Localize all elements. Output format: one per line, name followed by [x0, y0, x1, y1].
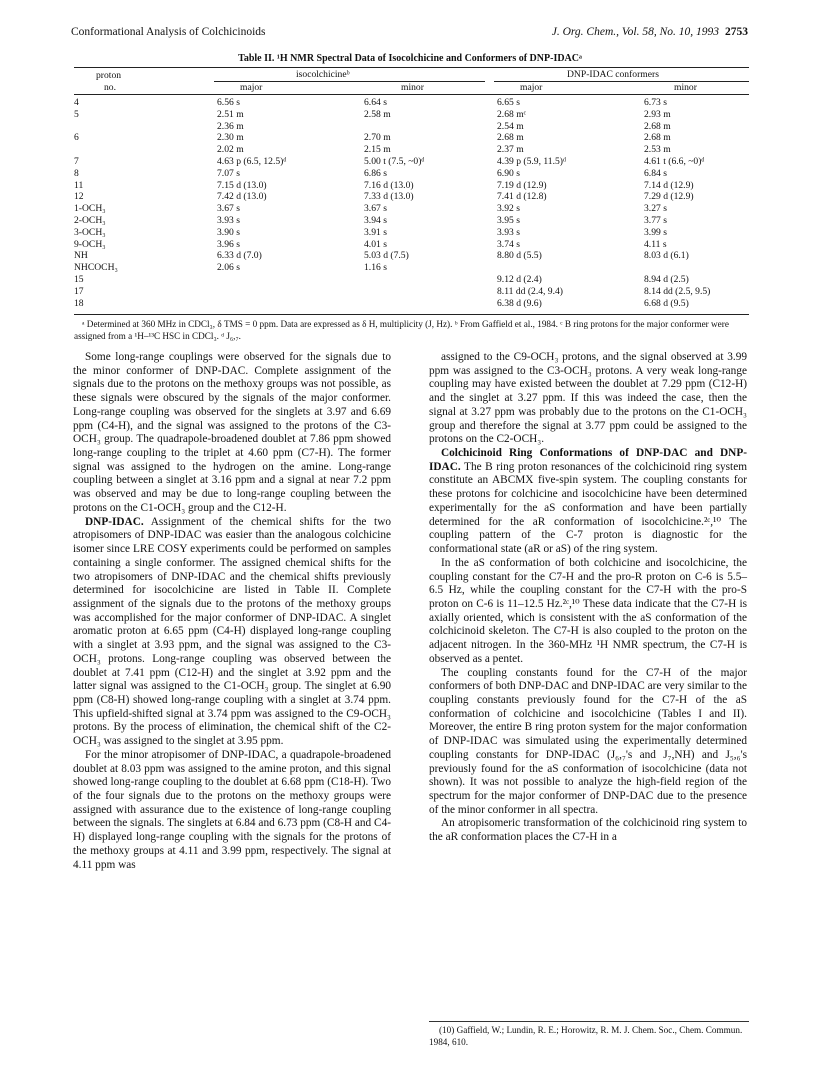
header-proton: proton: [96, 70, 122, 81]
cell-dnp-minor: 4.11 s: [644, 238, 667, 250]
cell-dnp-minor: 3.99 s: [644, 226, 667, 238]
cell-iso-major: 2.51 m: [217, 108, 244, 120]
cell-proton: 1-OCH₃: [74, 203, 106, 215]
cell-dnp-major: 4.39 p (5.9, 11.5)ᵈ: [497, 156, 566, 167]
journal-citation: J. Org. Chem., Vol. 58, No. 10, 1993: [551, 26, 719, 38]
header-proton-no: no.: [104, 82, 116, 93]
cell-iso-major: 3.93 s: [217, 215, 240, 226]
table-footnote: ᵃ Determined at 360 MHz in CDCl₃, δ TMS = 0 ppm. Data are expressed as δ H, multiplicity (J, Hz). ᵇ From Gaffield et al., 1984. ᶜ B ring protons for the major conformer were assigned from a ¹H–¹³C HSC in CDCl₃. ᵈ J₆,₇.: [74, 319, 729, 341]
cell-dnp-minor: 2.68 m: [644, 132, 671, 144]
cell-iso-minor: 2.15 m: [364, 144, 391, 156]
cell-dnp-minor: 3.27 s: [644, 203, 667, 215]
cell-proton: 6: [74, 132, 79, 144]
cell-iso-major: 3.90 s: [217, 226, 240, 238]
right-column: [429, 351, 747, 845]
cell-iso-minor: 3.91 s: [364, 226, 387, 238]
cell-proton: 5: [74, 108, 79, 120]
cell-dnp-major: 3.93 s: [497, 226, 520, 238]
header-rule: [74, 94, 749, 95]
cell-iso-minor: 7.16 d (13.0): [364, 179, 414, 191]
cell-iso-minor: 7.33 d (13.0): [364, 191, 414, 203]
cell-dnp-major: 3.74 s: [497, 238, 520, 250]
cell-dnp-major: 6.38 d (9.6): [497, 297, 542, 309]
cell-proton: 17: [74, 285, 84, 297]
cell-dnp-minor: 2.93 m: [644, 108, 671, 120]
cell-proton: 15: [74, 274, 84, 285]
cell-dnp-major: 2.68 m: [497, 132, 524, 144]
cell-iso-minor: 2.70 m: [364, 132, 391, 144]
cell-proton: 4: [74, 97, 79, 108]
left-column: [73, 351, 391, 872]
cell-iso-major: 6.33 d (7.0): [217, 250, 262, 262]
cell-dnp-major: 8.80 d (5.5): [497, 250, 542, 262]
cell-iso-minor: 5.00 t (7.5, ~0)ᵈ: [364, 156, 425, 167]
cell-dnp-major: 7.19 d (12.9): [497, 179, 547, 191]
cell-iso-major: 2.02 m: [217, 144, 244, 156]
paragraph-text: The coupling constants found for the C7-H of the major conformers of both DNP-DAC and DNP-IDAC are very similar to the coupling constants previously found for the C7-H of the aS conformation of colchicine and isocolchicine (Tables I and II). Moreover, the entire B ring proton system for the major conformation of DNP-IDAC was simulated using the experimentally determined coupling constants for DNP-IDAC (J₆,₇'s and J₇,NH) and J₅,₆'s previously found for the aS conformation of isocolchicine (data not shown). It was not possible to analyze the high-field region of the spectrum for the major conformer of DNP-DAC due to the presence of the minor conformer in all spectra.: [429, 666, 747, 816]
cell-dnp-minor: 2.53 m: [644, 144, 671, 156]
cell-iso-minor: 3.67 s: [364, 203, 387, 215]
cell-proton: 11: [74, 179, 84, 191]
paragraph-text: For the minor atropisomer of DNP-IDAC, a quadrapole-broadened doublet at 8.03 ppm was assigned to the amine proton, and this signal showed long-range coupling to the doublet at 6.68 ppm (C18-H). Two of the four signals due to the protons on the methoxy groups were assigned with assurance due to the existence of long-range coupling between the signals. The singlets at 6.84 and 6.73 ppm (C8-H and C4-H) displayed long-range coupling with the signals for the protons of the methoxy groups at 4.11 and 3.99 ppm, respectively. The signal at 4.11 ppm was: [73, 748, 391, 871]
section-heading: DNP-IDAC.: [85, 515, 144, 528]
cell-iso-minor: 3.94 s: [364, 215, 387, 226]
paragraph: [429, 667, 747, 818]
cell-dnp-major: 2.37 m: [497, 144, 524, 156]
cell-proton: 12: [74, 191, 84, 203]
header-major-dnp: major: [520, 82, 543, 93]
cell-dnp-major: 6.90 s: [497, 167, 520, 179]
header-major-iso: major: [240, 82, 263, 93]
cell-dnp-minor: 2.68 m: [644, 120, 671, 132]
cell-iso-major: 7.07 s: [217, 167, 240, 179]
cell-proton: 9-OCH₃: [74, 238, 106, 250]
cell-iso-major: 2.30 m: [217, 132, 244, 144]
cell-iso-major: 2.06 s: [217, 262, 240, 274]
table-bottom-rule: [74, 314, 749, 315]
cell-dnp-minor: 7.29 d (12.9): [644, 191, 694, 203]
section-heading: Colchicinoid Ring Conformations of DNP-DAC and DNP-IDAC.: [429, 447, 747, 473]
cell-iso-major: 3.96 s: [217, 238, 240, 250]
paragraph: [429, 351, 747, 447]
table-title: Table II. ¹H NMR Spectral Data of Isocolchicine and Conformers of DNP-IDACᵃ: [238, 53, 582, 64]
cell-dnp-minor: 6.68 d (9.5): [644, 297, 689, 309]
cell-dnp-major: 6.65 s: [497, 97, 520, 108]
reference-10: (10) Gaffield, W.; Lundin, R. E.; Horowitz, R. M. J. Chem. Soc., Chem. Commun. 1984, 610.: [429, 1025, 743, 1047]
cell-dnp-minor: 8.14 dd (2.5, 9.5): [644, 285, 711, 297]
cell-proton: 18: [74, 297, 84, 309]
cell-dnp-major: 3.95 s: [497, 215, 520, 226]
cell-proton: 8: [74, 167, 79, 179]
paragraph-text: Assignment of the chemical shifts for the two atropisomers of DNP-IDAC was easier than the analogous colchicine isomer since LRE COSY experiments could be performed on samples containing a single conformer. The assigned chemical shifts for the two atropisomers of DNP-IDAC and the chemical shifts previously determined for isocolchicine are listed in Table II. Complete assignment of the signals due to the protons of the methoxy groups was accomplished for the major conformer of DNP-IDAC. A singlet aromatic proton at 6.65 ppm (C4-H) displayed long-range coupling with a singlet at 3.93 ppm, and the signal was assigned to the C3-OCH₃ protons. Long-range coupling was observed between the doublet at 7.41 ppm (C12-H) and the singlet at 3.92 ppm and the latter signal was assigned to the C1-OCH₃ group. The singlet at 6.90 ppm (C8-H) showed long-range coupling with a singlet at 3.74 ppm. This upfield-shifted signal at 3.74 ppm was assigned to the C9-OCH₃ protons. By the process of elimination, the chemical shift of the C2-OCH₃ was assigned to the singlet at 3.95 ppm.: [73, 515, 391, 748]
paragraph: [73, 749, 391, 872]
reference-rule: [429, 1021, 749, 1022]
cell-iso-major: 2.36 m: [217, 120, 244, 132]
cell-iso-major: 7.15 d (13.0): [217, 179, 267, 191]
cell-dnp-minor: 3.77 s: [644, 215, 667, 226]
header-dnp-idac: DNP-IDAC conformers: [567, 69, 659, 80]
cell-dnp-minor: 8.03 d (6.1): [644, 250, 689, 262]
running-head-title: Conformational Analysis of Colchicinoids: [71, 26, 266, 38]
table-top-rule: [74, 67, 749, 68]
cell-iso-major: 4.63 p (6.5, 12.5)ᵈ: [217, 156, 287, 167]
paragraph-text: An atropisomeric transformation of the colchicinoid ring system to the aR conformation places the C7-H in a: [429, 817, 747, 844]
cell-iso-major: 6.56 s: [217, 97, 240, 108]
cell-dnp-minor: 7.14 d (12.9): [644, 179, 694, 191]
cell-proton: NHCOCH₃: [74, 262, 118, 274]
cell-dnp-minor: 6.84 s: [644, 167, 667, 179]
paragraph-text: assigned to the C9-OCH₃ protons, and the signal observed at 3.99 ppm was assigned to the C3-OCH₃ protons. A very weak long-range coupling may have existed between the doublet at 7.29 ppm (C12-H) and the singlet at 3.27 ppm. If this was indeed the case, then the signal at 3.27 ppm was probably due to the protons on the C1-OCH₃ group and therefore the signal at 3.77 ppm could be assigned to the protons on the C2-OCH₃.: [429, 351, 747, 446]
cell-dnp-minor: 4.61 t (6.6, ~0)ᵈ: [644, 156, 705, 167]
header-minor-dnp: minor: [674, 82, 697, 93]
paragraph: [429, 447, 747, 557]
cell-iso-minor: 2.58 m: [364, 108, 391, 120]
cell-iso-major: 7.42 d (13.0): [217, 191, 267, 203]
paragraph: [429, 557, 747, 667]
cell-dnp-minor: 8.94 d (2.5): [644, 274, 689, 285]
cell-iso-minor: 6.86 s: [364, 167, 387, 179]
cell-dnp-major: 7.41 d (12.8): [497, 191, 547, 203]
cell-iso-minor: 6.64 s: [364, 97, 387, 108]
cell-proton: 2-OCH₃: [74, 215, 106, 226]
cell-dnp-major: 2.68 mᶜ: [497, 108, 527, 120]
paragraph: [429, 817, 747, 844]
page-number: 2753: [725, 26, 748, 38]
paragraph-text: In the aS conformation of both colchicine and isocolchicine, the coupling constant for the C7-H and the pro-R proton on C-6 is 5.5–6.5 Hz, while the coupling constant for the C7-H with the pro-S proton on C-6 is 11–12.5 Hz.²ᶜ,¹⁰ These data indicate that the C7-H is axially oriented, which is consistent with the aS conformation of the colchicinoid skeleton. The C7-H is also coupled to the proton on the adjacent nitrogen. In the 360-MHz ¹H NMR spectrum, the C7-H is observed as a pentet.: [429, 556, 747, 665]
paragraph: [73, 516, 391, 749]
cell-dnp-major: 8.11 dd (2.4, 9.4): [497, 285, 563, 297]
paragraph-text: The B ring proton resonances of the colchicinoid ring system constitute an ABCMX five-spin system. The coupling constants for these protons for colchicine and isocolchicine have been determined experimentally for the aS conformation and have been partially determined for the aR conformation of isocolchicine.²ᶜ,¹⁰ The coupling pattern of the C-7 proton is diagnostic for the conformational state (aR or aS) of the ring system.: [429, 460, 747, 556]
cell-proton: 3-OCH₃: [74, 226, 106, 238]
cell-iso-major: 3.67 s: [217, 203, 240, 215]
cell-proton: NH: [74, 250, 88, 262]
cell-iso-minor: 4.01 s: [364, 238, 387, 250]
running-head-citation: [552, 26, 748, 38]
cell-dnp-major: 9.12 d (2.4): [497, 274, 542, 285]
header-minor-iso: minor: [401, 82, 424, 93]
cell-dnp-major: 2.54 m: [497, 120, 524, 132]
cell-iso-minor: 1.16 s: [364, 262, 387, 274]
cell-dnp-minor: 6.73 s: [644, 97, 667, 108]
cell-dnp-major: 3.92 s: [497, 203, 520, 215]
cell-iso-minor: 5.03 d (7.5): [364, 250, 409, 262]
header-isocolchicine: isocolchicineᵇ: [296, 69, 350, 80]
paragraph: [73, 351, 391, 516]
paragraph-text: Some long-range couplings were observed for the signals due to the minor conformer of DNP-DAC. Complete assignment of the signals due to the protons on the methoxy groups was not possible, as these signals were obscured by the signals of the major conformer. Long-range coupling was observed for the singlets at 3.97 and 6.69 ppm (C4-H), and the signal was assigned to the protons of the C3-OCH₃ group. The quadrapole-broadened doublet at 7.86 ppm showed long-range coupling to the triplet at 4.60 ppm (C7-H). The former signal was assigned to the hydrogen on the amine. Long-range coupling between a singlet at 3.16 ppm and a signal at near 7.2 ppm was observed and may be due to long-range coupling between the protons on the C1-OCH₃ group and the C12-H.: [73, 351, 391, 514]
cell-proton: 7: [74, 156, 79, 167]
